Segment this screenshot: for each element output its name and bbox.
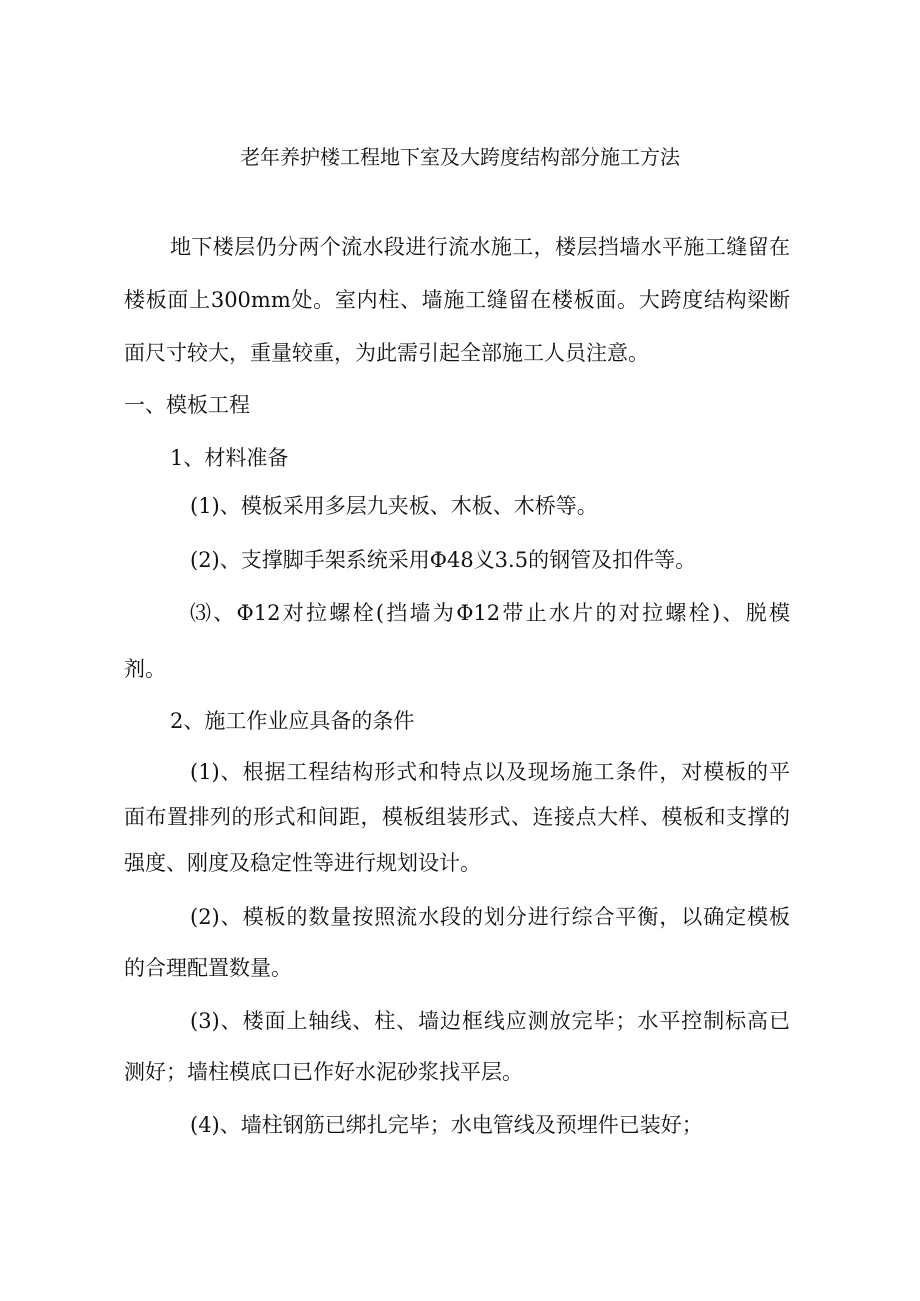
conditions-item-2-line-1: (2)、模板的数量按照流水段的划分进行综合平衡，以确定模板 <box>190 905 790 929</box>
document-title: 老年养护楼工程地下室及大跨度结构部分施工方法 <box>240 145 680 169</box>
subsection-heading-conditions: 2、施工作业应具备的条件 <box>170 709 415 733</box>
intro-line-2: 楼板面上300mm处。室内柱、墙施工缝留在楼板面。大跨度结构梁断 <box>124 288 790 312</box>
intro-line-1: 地下楼层仍分两个流水段进行流水施工，楼层挡墙水平施工缝留在 <box>170 235 790 259</box>
materials-item-3-line-2: 剂。 <box>124 657 166 681</box>
intro-line-3: 面尺寸较大，重量较重，为此需引起全部施工人员注意。 <box>124 341 649 365</box>
section-heading-formwork: 一、模板工程 <box>124 393 250 417</box>
materials-item-3-line-1: ⑶、Φ12对拉螺栓(挡墙为Φ12带止水片的对拉螺栓)、脱模 <box>190 601 790 625</box>
conditions-item-2-line-2: 的合理配置数量。 <box>124 956 292 980</box>
conditions-item-1-line-2: 面布置排列的形式和间距，模板组装形式、连接点大样、模板和支撑的 <box>124 805 790 829</box>
conditions-item-3-line-1: (3)、楼面上轴线、柱、墙边框线应测放完毕；水平控制标高已 <box>190 1009 790 1033</box>
materials-item-2: (2)、支撑脚手架系统采用Φ48义3.5的钢管及扣件等。 <box>190 548 697 572</box>
materials-item-1: (1)、模板采用多层九夹板、木板、木桥等。 <box>190 494 598 518</box>
conditions-item-1-line-1: (1)、根据工程结构形式和特点以及现场施工条件，对模板的平 <box>190 760 790 784</box>
conditions-item-3-line-2: 测好；墙柱模底口已作好水泥砂浆找平层。 <box>124 1060 523 1084</box>
conditions-item-4: (4)、墙柱钢筋已绑扎完毕；水电管线及预埋件已装好； <box>190 1113 703 1137</box>
conditions-item-1-line-3: 强度、刚度及稳定性等进行规划设计。 <box>124 851 481 875</box>
subsection-heading-materials: 1、材料准备 <box>170 446 289 470</box>
